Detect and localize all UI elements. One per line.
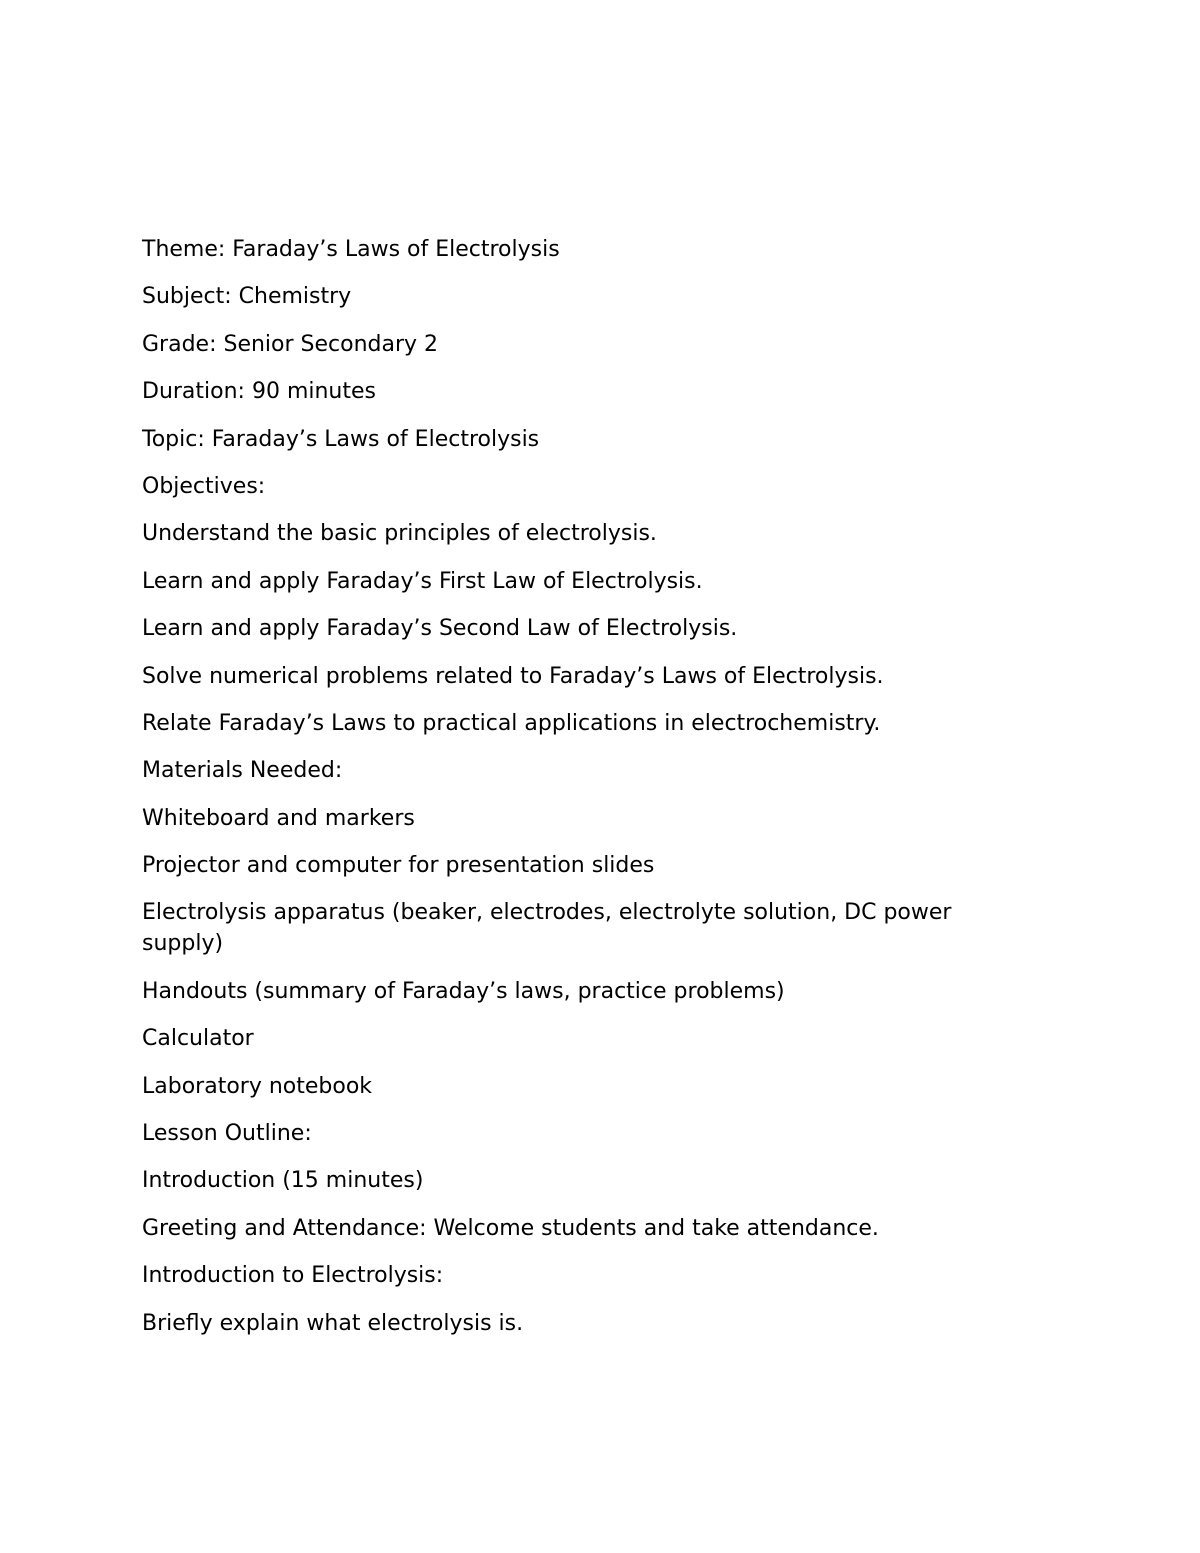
material-item: Laboratory notebook	[142, 1073, 373, 1099]
outline-item: Introduction to Electrolysis:	[142, 1263, 444, 1289]
outline-item: Greeting and Attendance: Welcome students and take attendance.	[142, 1215, 879, 1241]
grade-line: Grade: Senior Secondary 2	[142, 331, 439, 357]
document-body	[142, 234, 1022, 1355]
objective-item: Learn and apply Faraday’s First Law of Electrolysis.	[142, 568, 703, 594]
objective-item: Learn and apply Faraday’s Second Law of Electrolysis.	[142, 616, 738, 642]
duration-line: Duration: 90 minutes	[142, 379, 376, 405]
material-item: Whiteboard and markers	[142, 805, 415, 831]
objectives-heading: Objectives:	[142, 473, 266, 499]
objective-item: Relate Faraday’s Laws to practical applications in electrochemistry.	[142, 710, 881, 736]
objective-item: Solve numerical problems related to Faraday’s Laws of Electrolysis.	[142, 663, 884, 689]
topic-line: Topic: Faraday’s Laws of Electrolysis	[142, 426, 540, 452]
outline-item: Briefly explain what electrolysis is.	[142, 1310, 524, 1336]
objective-item: Understand the basic principles of electrolysis.	[142, 521, 657, 547]
materials-heading: Materials Needed:	[142, 758, 343, 784]
outline-item: Introduction (15 minutes)	[142, 1168, 424, 1194]
material-item: Handouts (summary of Faraday’s laws, practice problems)	[142, 978, 785, 1004]
material-item: Calculator	[142, 1026, 254, 1052]
lesson-outline-heading: Lesson Outline:	[142, 1121, 312, 1147]
material-item: Electrolysis apparatus (beaker, electrodes, electrolyte solution, DC power supply)	[142, 900, 952, 957]
theme-line: Theme: Faraday’s Laws of Electrolysis	[142, 237, 560, 262]
subject-line: Subject: Chemistry	[142, 284, 352, 310]
material-item: Projector and computer for presentation slides	[142, 853, 655, 879]
